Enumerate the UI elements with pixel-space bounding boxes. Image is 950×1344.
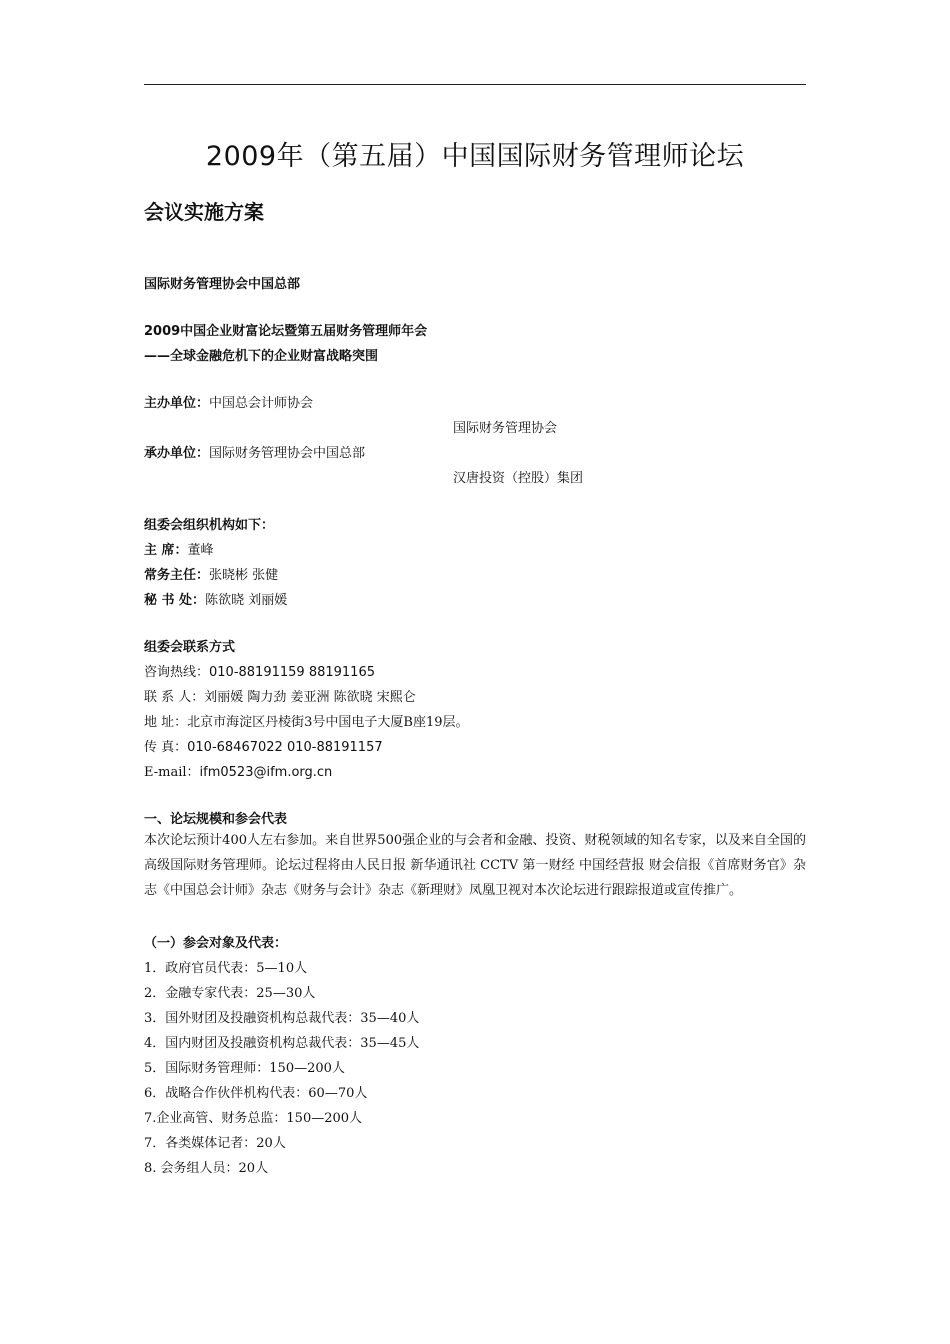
contact-heading: 组委会联系方式 — [144, 640, 236, 655]
email-label: E-mail： — [144, 765, 200, 780]
header-rule — [144, 84, 806, 85]
event-title-line: 2009中国企业财富论坛暨第五届财务管理师年会 — [144, 324, 428, 339]
undertake-value-second: 汉唐投资（控股）集团 — [453, 471, 584, 486]
attendee-item: 5．国际财务管理师：150—200人 — [144, 1061, 345, 1076]
address-label: 地 址： — [144, 715, 188, 730]
secretary-row — [144, 589, 287, 608]
address-row — [144, 711, 469, 730]
chair-value: 董峰 — [187, 543, 214, 558]
email-row — [144, 761, 332, 780]
undertake-label: 承办单位： — [144, 446, 210, 461]
document-subtitle: 会议实施方案 — [144, 200, 264, 224]
host-row — [144, 392, 313, 411]
email-value: ifm0523@ifm.org.cn — [199, 765, 333, 780]
secretary-value: 陈欲晓 刘丽媛 — [205, 593, 288, 608]
fax-label: 传 真： — [144, 740, 188, 755]
host-value: 中国总会计师协会 — [209, 396, 314, 411]
exec-director-row — [144, 564, 278, 583]
section1-paragraph: 本次论坛预计400人左右参加。来自世界500强企业的与会者和金融、投资、财税领域的知名专家，以及来自全国的高级国际财务管理师。论坛过程将由人民日报 新华通讯社 CCTV 第一财经 中国经营报 财会信报《首席财务官》杂志《中国总会计师》杂志《财务与会计》杂志《新理财》凤凰卫视对本次论坛进行跟踪报道或宣传推广。 — [144, 833, 806, 898]
contacts-row — [144, 686, 416, 705]
fax-value: 010-68467022 010-88191157 — [187, 740, 383, 755]
organizer-heading: 国际财务管理协会中国总部 — [144, 277, 301, 292]
secretary-label: 秘 书 处： — [144, 593, 206, 608]
hotline-value: 010-88191159 88191165 — [209, 665, 375, 680]
contacts-value: 刘丽媛 陶力劲 姜亚洲 陈欲晓 宋熙仑 — [204, 690, 416, 705]
host-value-second: 国际财务管理协会 — [453, 421, 558, 436]
undertake-value: 国际财务管理协会中国总部 — [209, 446, 366, 461]
subsection-heading: （一）参会对象及代表： — [144, 936, 288, 951]
attendee-item: 1．政府官员代表：5—10人 — [144, 961, 308, 976]
host-label: 主办单位： — [144, 396, 210, 411]
section1-heading: 一、论坛规模和参会代表 — [144, 812, 288, 827]
exec-director-label: 常务主任： — [144, 568, 210, 583]
attendee-item: 8. 会务组人员：20人 — [144, 1161, 269, 1176]
hotline-label: 咨询热线： — [144, 665, 210, 680]
attendee-item: 6．战略合作伙伴机构代表：60—70人 — [144, 1086, 368, 1101]
event-theme-line: ——全球金融危机下的企业财富战略突围 — [144, 349, 379, 364]
address-value: 北京市海淀区丹棱街3号中国电子大厦B座19层。 — [187, 715, 469, 730]
document-title: 2009年（第五届）中国国际财务管理师论坛 — [205, 141, 745, 172]
chair-row — [144, 539, 214, 558]
undertake-row — [144, 442, 365, 461]
chair-label: 主 席： — [144, 543, 188, 558]
exec-director-value: 张晓彬 张健 — [209, 568, 279, 583]
attendee-item: 7.企业高管、财务总监：150—200人 — [144, 1111, 363, 1126]
attendee-item: 4．国内财团及投融资机构总裁代表：35—45人 — [144, 1036, 420, 1051]
contacts-label: 联 系 人： — [144, 690, 205, 705]
attendee-item: 3．国外财团及投融资机构总裁代表：35—40人 — [144, 1011, 420, 1026]
hotline-row — [144, 661, 375, 680]
attendee-item: 7．各类媒体记者：20人 — [144, 1136, 286, 1151]
fax-row — [144, 736, 383, 755]
committee-heading: 组委会组织机构如下： — [144, 518, 275, 533]
attendee-item: 2．金融专家代表：25—30人 — [144, 986, 316, 1001]
